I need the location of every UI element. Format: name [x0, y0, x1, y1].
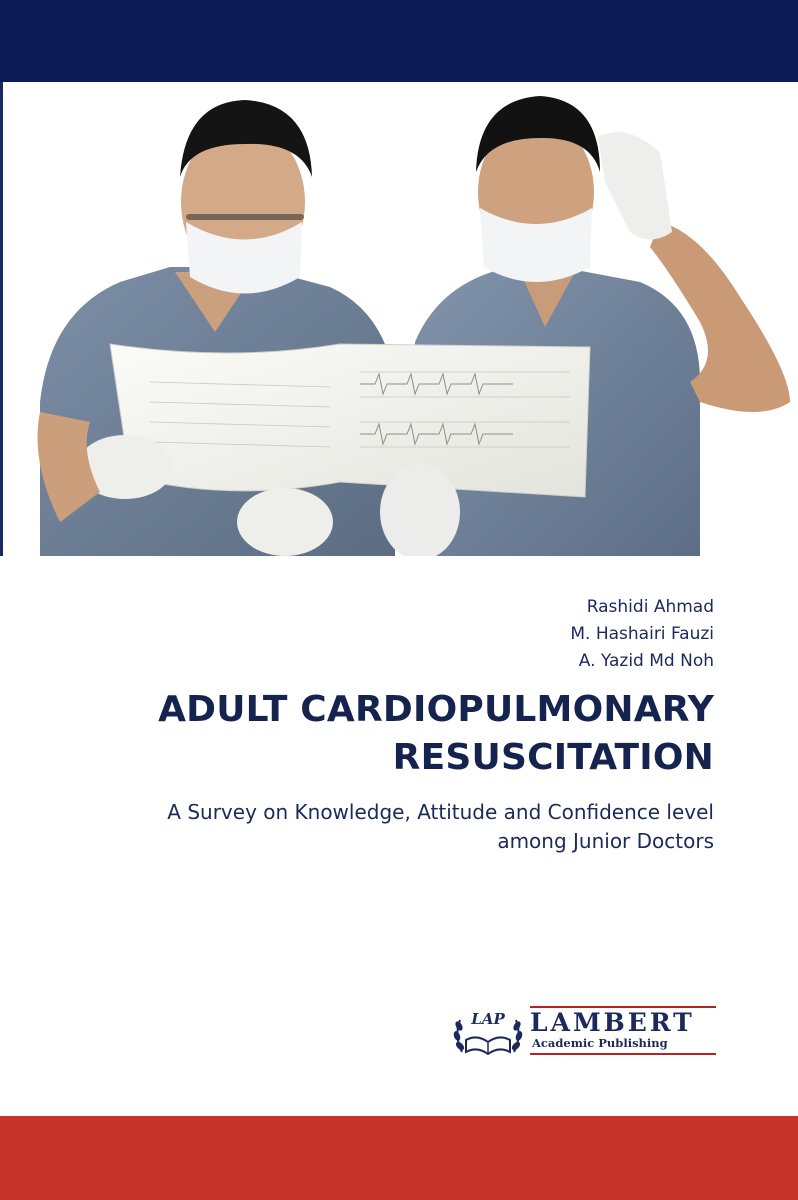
cover-photo: [0, 82, 798, 556]
author-name: M. Hashairi Fauzi: [570, 624, 714, 644]
lap-logo-text: LAP: [471, 1010, 505, 1028]
book-title: [14, 686, 714, 782]
publisher-tagline: Academic Publishing: [532, 1036, 668, 1050]
top-color-band: [0, 0, 798, 82]
author-list: [570, 594, 714, 675]
bottom-color-band: [0, 1116, 798, 1200]
book-subtitle: [14, 798, 714, 856]
author-name: A. Yazid Md Noh: [578, 651, 714, 671]
publisher-rule-bottom: [530, 1053, 716, 1055]
book-title-line: RESUSCITATION: [392, 737, 714, 778]
author-name: Rashidi Ahmad: [586, 597, 714, 617]
publisher-name: LAMBERT: [530, 1008, 695, 1037]
publisher-logo: [452, 1002, 718, 1060]
book-subtitle-line: among Junior Doctors: [497, 829, 714, 853]
two-doctors-reading-ecg-photo: [0, 82, 798, 556]
lap-book-laurel-icon: [452, 1002, 524, 1060]
book-subtitle-line: A Survey on Knowledge, Attitude and Confidence level: [167, 800, 714, 824]
book-title-line: ADULT CARDIOPULMONARY: [158, 689, 714, 730]
